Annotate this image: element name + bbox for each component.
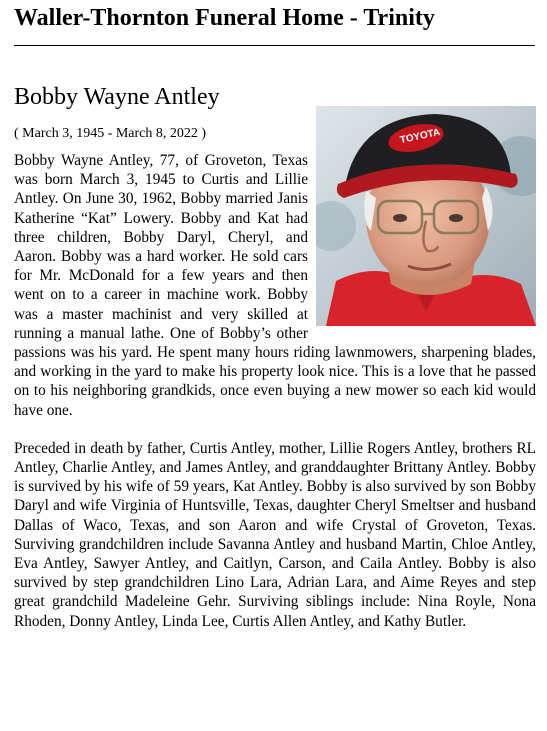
site-header <box>14 4 535 46</box>
obituary <box>14 83 536 631</box>
obituary-paragraph-2: Preceded in death by father, Curtis Antley, mother, Lillie Rogers Antley, brothers RL Antley, Charlie Antley, and James Antley, and granddaughter Brittany Antley. Bobby is survived by his wife of 59 years, Kat Antley. Bobby is also survived by son Bobby Daryl and wife Virginia of Huntsville, Texas, daughter Cheryl Smeltser and husband Dallas of Waco, Texas, and son Aaron and wife Crystal of Groveton, Texas. Surviving grandchildren include Savanna Antley and husband Martin, Chloe Antley, Eva Antley, Sawyer Antley, and Caitlyn, Carson, and Caila Antley. Bobby is also survived by step grandchildren Lino Lara, Adrian Lara, and Aime Reyes and step great grandchild Madeleine Gehr. Surviving siblings include: Nina Royle, Nona Rhoden, Donny Antley, Linda Lee, Curtis Allen Antley, and Kathy Butler. <box>14 439 536 630</box>
life-dates: ( March 3, 1945 - March 8, 2022 ) <box>14 126 207 141</box>
site-title: Waller-Thornton Funeral Home - Trinity <box>14 5 435 31</box>
portrait-photo <box>316 106 536 326</box>
deceased-name: Bobby Wayne Antley <box>14 84 220 110</box>
cap-logo-text: TOYOTA <box>399 126 442 147</box>
obituary-paragraph-1: Bobby Wayne Antley, 77, of Groveton, Texas was born March 3, 1945 to Curtis and Lillie Antley. On June 30, 1962, Bobby married Janis Katherine “Kat” Lowery. Bobby and Kat had three children, Bobby Daryl, Cheryl, and Aaron. Bobby was a hard worker. He sold cars for Mr. McDonald for a few years and then went on to a career in machine work. Bobby was a master machinist and very skilled at running a manual lathe. One of Bobby’s other passions was his yard. He spent many hours riding lawnmowers, sharpening blades, and working in the yard to make his property look nice. This is a love that he passed on to his neighboring grandkids, once even buying a new mower so each kid would have one. <box>14 152 536 419</box>
